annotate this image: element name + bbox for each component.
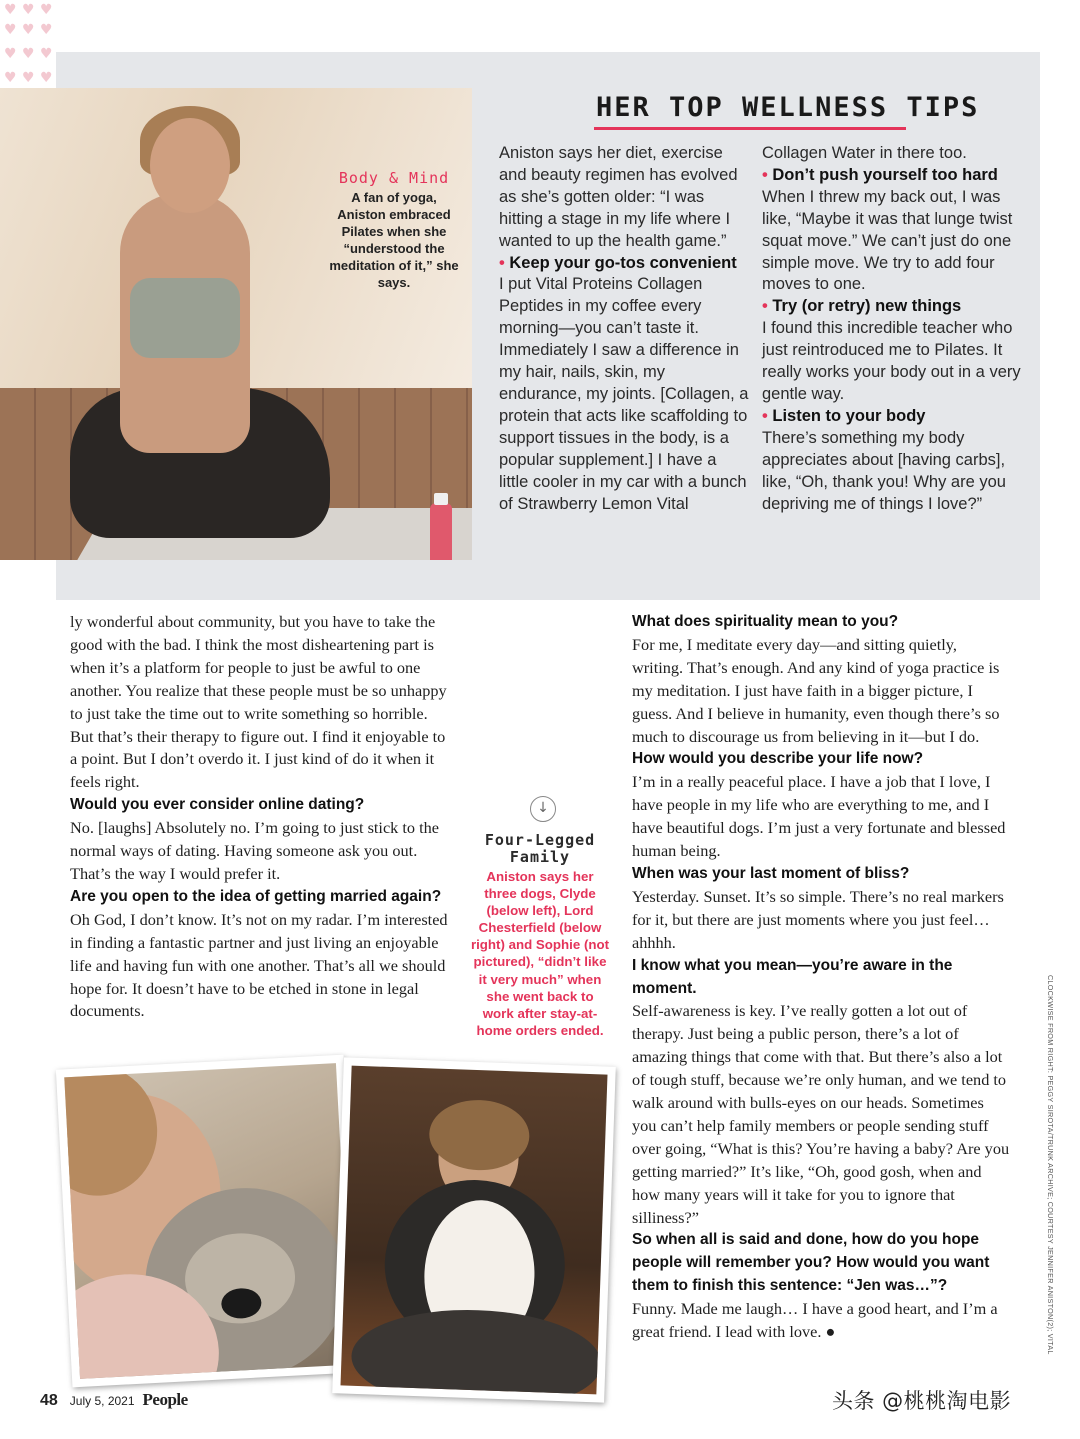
answer-text: Oh God, I don’t know. It’s not on my radar. I’m interested in finding a fantastic partner and just living an enjoyable life and having fun with one another. That’s all we should hope for. It doesn’t have to be etched in stone in legal documents. <box>70 909 448 1021</box>
page-folio <box>40 1390 188 1410</box>
caption-four-legged-family <box>470 832 610 1039</box>
question-text: What does spirituality mean to you? <box>632 613 899 630</box>
title-underline <box>594 127 906 130</box>
tip-heading: • Keep your go-tos convenient <box>499 253 737 272</box>
tip-heading: • Listen to your body <box>762 406 926 425</box>
page-number: 48 <box>40 1392 58 1409</box>
tip-text: I found this incredible teacher who just reintroduced me to Pilates. It really works your body out in a very gentle way. <box>762 319 1021 403</box>
interview-column-left <box>70 611 452 1023</box>
issue-date: July 5, 2021 <box>69 1394 135 1408</box>
bullet-icon: • <box>762 406 773 425</box>
question-text: When was your last moment of bliss? <box>632 864 910 882</box>
tip-heading: • Try (or retry) new things <box>762 297 962 316</box>
photo-credit: CLOCKWISE FROM RIGHT: PEGGY SIROTA/TRUNK ARCHIVE; COURTESY JENNIFER ANISTON(2); VITAL <box>1046 975 1055 1355</box>
answer-text: Yesterday. Sunset. It’s so simple. There’s no real markers for it, but there are just moments where you just feel… ahhhh. <box>632 886 1004 952</box>
interview-column-right <box>632 611 1012 1344</box>
answer-text: For me, I meditate every day—and sitting quietly, writing. That’s enough. And any kind of yoga practice is my meditation. I just have faith in a bigger picture, I guess. And I believe in humanity, even though there’s so much to discourage us from believing in it—but I do. <box>632 634 1000 746</box>
tip-text: I put Vital Proteins Collagen Peptides in my coffee every morning—you can’t taste it. Immediately I saw a difference in my hair, nails, skin, my endurance, my joints. [Collagen, a protein that acts like scaffolding to support tissues in the body, is a popular supplement.] I have a little cooler in my car with a bunch of Strawberry Lemon Vital <box>499 275 749 513</box>
magazine-logo: People <box>142 1390 188 1409</box>
answer-text: Self-awareness is key. I’ve really gotten a lot out of therapy. Just being a public person, there’s a lot of amazing things that come with that. But there’s also a lot of tough stuff, because we’re only human, and we tend to walk around with bulls-eyes on our heads. Sometimes you can’t help family members or people sending stuff over going, “What is this? You’re having a baby? Are you getting married?” It’s like, “Oh, good gosh, when and how many years will it take for you to ignore that silliness?” <box>632 1001 1010 1227</box>
collagen-bottle <box>430 503 452 560</box>
tip-text-continued: Collagen Water in there too. <box>762 144 967 162</box>
question-text: So when all is said and done, how do you hope people will remember you? How would you want them to finish this sentence: “Jen was…”? <box>632 1231 990 1295</box>
tip-text: When I threw my back out, I was like, “Maybe it was that lunge twist squat move.” We can’t just do one simple move. We try to add four moves to one. <box>762 187 1013 294</box>
yoga-photo <box>0 88 472 560</box>
caption-heading: Body & Mind <box>338 169 450 187</box>
dog-photo-lord-chesterfield <box>332 1057 616 1402</box>
answer-text: ly wonderful about community, but you have to take the good with the bad. I think the most disheartening part is when it’s a platform for people to just be awful to one another. You realize that these people must be so unhappy to just take the time out to write something so horrible. But that’s their therapy to figure out. I find it enjoyable to a point. But I don’t overdo it. I just kind of do it when it feels right. <box>70 612 447 792</box>
caption-body-mind <box>326 170 462 291</box>
bullet-icon: • <box>762 165 773 184</box>
watermark: 头条 @桃桃淘电影 <box>832 1389 1012 1413</box>
bullet-icon: • <box>499 253 510 272</box>
answer-text: Funny. Made me laugh… I have a good heart, and I’m a great friend. I lead with love. ● <box>632 1299 998 1342</box>
question-text: I know what you mean—you’re aware in the moment. <box>632 956 953 997</box>
arrow-down-icon: ↓ <box>530 796 556 822</box>
tips-column-2 <box>762 143 1022 515</box>
tips-intro: Aniston says her diet, exercise and beauty regimen has evolved as she’s gotten older: “I was hitting a stage in my life where I wanted to up the health game.” <box>499 144 738 250</box>
question-text: How would you describe your life now? <box>632 750 924 768</box>
tip-text: There’s something my body appreciates about [having carbs], like, “Oh, thank you! Why are you depriving me of things I love?” <box>762 428 1006 513</box>
answer-text: No. [laughs] Absolutely no. I’m going to just stick to the normal ways of dating. Having someone ask you out. That’s the way I would prefer it. <box>70 818 440 883</box>
question-text: Are you open to the idea of getting married again? <box>70 887 442 905</box>
caption-text: Aniston says her three dogs, Clyde (below left), Lord Chesterfield (below right) and Sophie (not pictured), “didn’t like it very much” when she went back to work after stay-at-home orders ended. <box>470 869 610 1038</box>
question-text: Would you ever consider online dating? <box>70 796 365 814</box>
heart-pattern: ♥ ♥ ♥ ♥ ♥ ♥ ♥ ♥ ♥ ♥ ♥ ♥ <box>4 2 53 86</box>
caption-text: A fan of yoga, Aniston embraced Pilates when she “understood the meditation of it,” she says. <box>329 190 459 290</box>
answer-text: I’m in a really peaceful place. I have a job that I love, I have people in my life who are everything to me, and I have beautiful dogs. I’m just a very fortunate and blessed human being. <box>632 772 1006 861</box>
dog-photo-clyde <box>56 1055 360 1388</box>
bullet-icon: • <box>762 297 773 316</box>
caption-heading: Four-Legged Family <box>484 831 596 866</box>
tip-heading: • Don’t push yourself too hard <box>762 165 998 184</box>
tips-column-1 <box>499 143 749 515</box>
tips-title: HER TOP WELLNESS TIPS <box>596 92 980 123</box>
